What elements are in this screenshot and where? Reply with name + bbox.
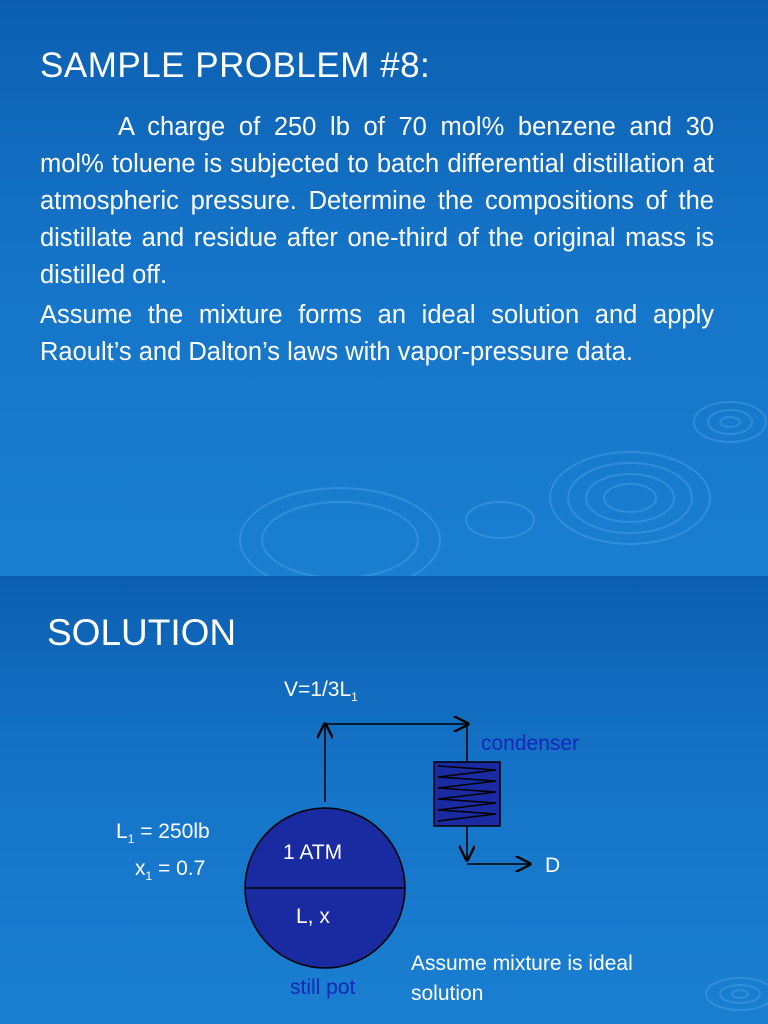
assumption-line-1: Assume mixture is ideal	[411, 952, 633, 975]
pressure-label: 1 ATM	[283, 841, 343, 864]
vapor-label: $V=1/3L_1$	[284, 678, 358, 705]
problem-statement: A charge of 250 lb of 70 mol% benzene and 30 mol% toluene is subjected to batch differential distillation at atmospheric pressure. Determine the compositions of the distillate and residue after one-third of the original mass is distilled off.	[40, 113, 714, 289]
problem-assumption: Assume the mixture forms an ideal solution and apply Raoult’s and Dalton’s laws with vapor-pressure data.	[40, 301, 714, 366]
slide-solution	[0, 576, 768, 1024]
feed-composition-label: $x_1 = 0.7$	[135, 857, 206, 884]
slide-title: SAMPLE PROBLEM #8:	[40, 46, 431, 85]
condenser-label: condenser	[481, 732, 580, 755]
still-pot-label: still pot	[290, 976, 356, 999]
condenser	[434, 762, 500, 826]
assumption-note	[411, 949, 633, 1009]
feed-mass-label: $L_1 = 250lb$	[116, 820, 210, 847]
distillation-diagram	[0, 576, 768, 1024]
assumption-line-2: solution	[411, 982, 484, 1005]
solution-title: SOLUTION	[47, 612, 237, 653]
liquid-label: L, x	[296, 905, 330, 928]
distillate-label: D	[545, 854, 561, 877]
